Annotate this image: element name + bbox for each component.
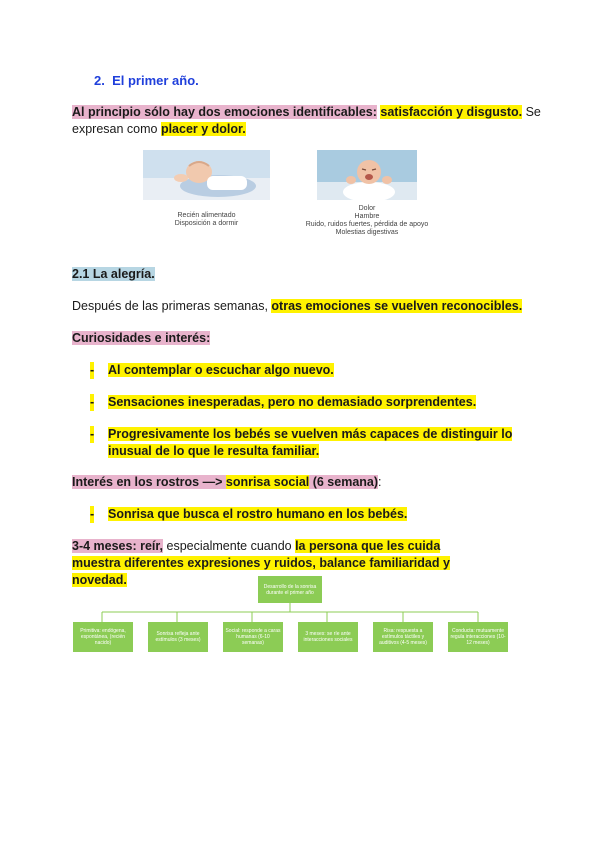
bullet-text: Sensaciones inesperadas, pero no demasiado sorprendentes. [108,395,477,409]
after-weeks-highlight: otras emociones se vuelven reconocibles. [271,299,523,313]
curiosity-title [72,330,542,347]
sleeping-baby-icon [143,150,270,200]
intro-highlight-1: Al principio sólo hay dos emociones identificables: [72,105,377,119]
after-weeks-paragraph [72,298,542,315]
diagram-child-box: 3 meses: se ríe ante interacciones sociales [298,622,358,652]
sleeping-baby-photo [143,150,270,200]
intro-paragraph [72,104,542,138]
diagram-child-box: Conducta: mutuamente regula interacciones (10-12 meses) [448,622,508,652]
laugh-highlight-1: 3-4 meses: reír, [72,539,164,553]
diagram-child-box: Sonrisa refleja ante estímulos (3 meses) [148,622,208,652]
bullet-text: Sonrisa que busca el rostro humano en los bebés. [108,507,408,521]
bullet-dash: - [90,363,95,377]
faces-highlight-2: sonrisa social [225,475,310,489]
list-item [90,362,520,379]
bullet-dash: - [90,395,95,409]
bullet-dash: - [90,507,95,521]
diagram-child-box: Primitiva: endógena, espontánea, (recién nacido) [73,622,133,652]
bullet-text: Al contemplar o escuchar algo nuevo. [108,363,334,377]
faces-colon: : [378,475,382,489]
faces-highlight-1: Interés en los rostros —> [72,475,226,489]
heading-title: El primer año. [112,73,199,88]
intro-highlight-3: placer y dolor. [160,122,246,136]
section-heading [94,73,199,88]
after-weeks-text: Después de las primeras semanas, [72,299,272,313]
intro-text: Se expresan como [72,105,541,136]
crying-baby-caption: Dolor Hambre Ruido, ruidos fuertes, pérdida de apoyo Molestias digestivas [305,205,429,236]
diagram-root-box: Desarrollo de la sonrisa durante el primer año [258,576,322,603]
subsection-title-text: 2.1 La alegría. [72,267,155,281]
subsection-title [72,266,542,283]
laugh-highlight-2: la persona que les cuida muestra diferentes expresiones y ruidos, balance familiaridad y novedad. [72,539,450,587]
laugh-text: especialmente cuando [163,539,296,553]
faces-highlight-3: (6 semana) [309,475,379,489]
diagram-child-box: Risa: respuesta a estímulos táctiles y auditivos (4-5 meses) [373,622,433,652]
crying-baby-photo [317,150,417,200]
list-item [90,506,520,523]
curiosity-title-text: Curiosidades e interés: [72,331,211,345]
crying-baby-icon [317,150,417,200]
bullet-text: Progresivamente los bebés se vuelven más capaces de distinguir lo inusual de lo que le resulta familiar. [108,427,513,458]
diagram-child-box: Social: responde a caras humanas (6-10 semanas) [223,622,283,652]
bullet-dash: - [90,427,95,441]
list-item [90,394,520,411]
sleeping-baby-caption: Recién alimentado Disposición a dormir [174,212,239,227]
heading-number: 2. [94,73,105,88]
intro-highlight-2: satisfacción y disgusto. [380,105,523,119]
laugh-paragraph [72,538,492,589]
list-item [90,426,530,460]
faces-paragraph [72,474,542,491]
